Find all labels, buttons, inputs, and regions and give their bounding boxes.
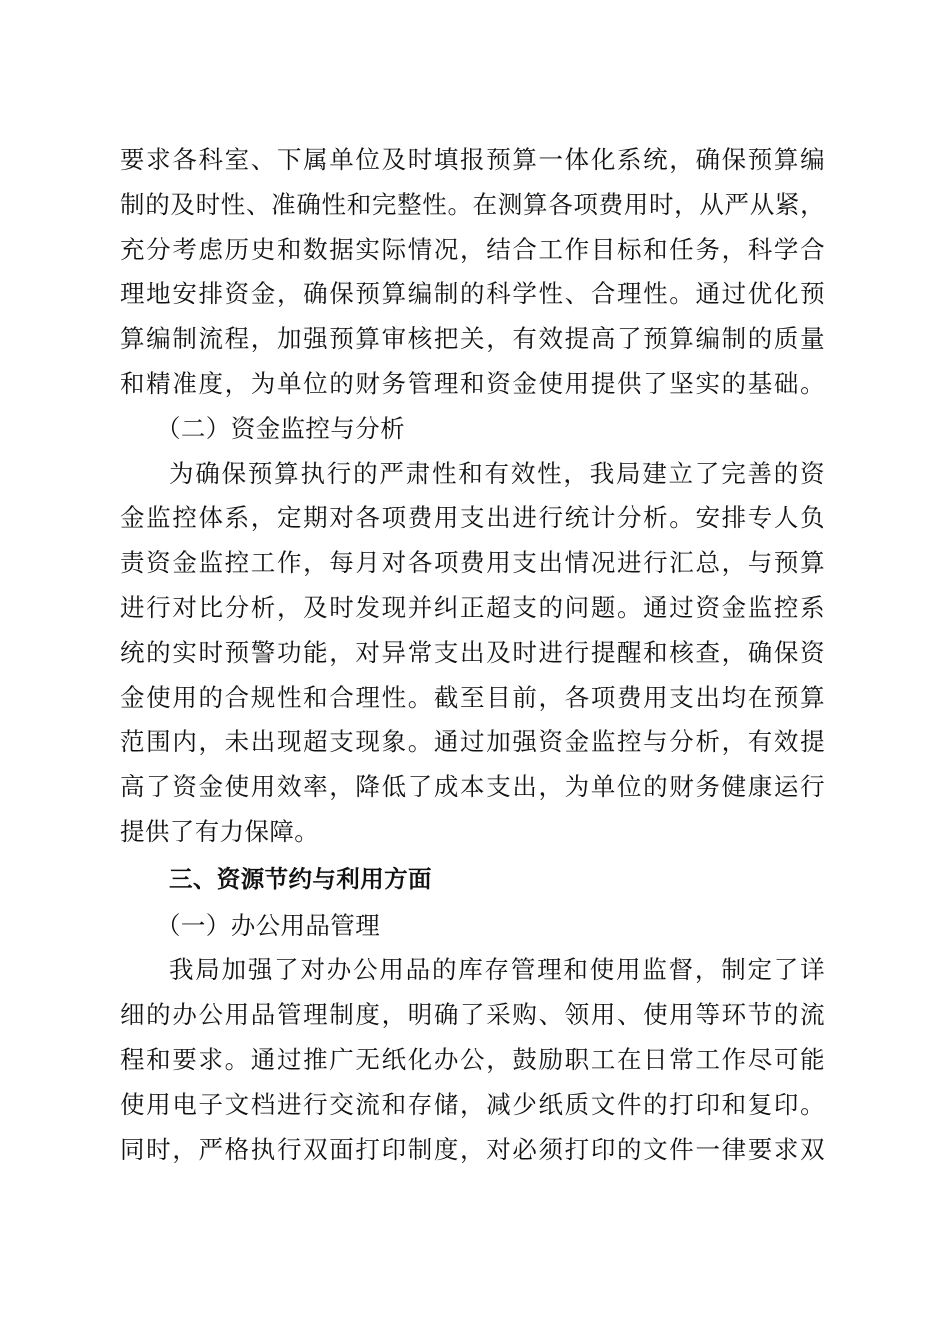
text-line: 责资金监控工作，每月对各项费用支出情况进行汇总，与预算 [120,548,825,578]
text-line: 我局加强了对办公用品的库存管理和使用监督，制定了详 [169,955,825,985]
text-line: 要求各科室、下属单位及时填报预算一体化系统，确保预算编 [120,145,825,174]
text-line: 程和要求。通过推广无纸化办公，鼓励职工在日常工作尽可能 [120,1044,825,1074]
paragraph-office-supplies [120,948,825,1172]
text-line: 和精准度，为单位的财务管理和资金使用提供了坚实的基础。 [120,368,825,398]
subheading-fund-monitoring: （二）资金监控与分析 [156,413,405,443]
text-line: 提供了有力保障。 [120,816,320,846]
text-line: 高了资金使用效率，降低了成本支出，为单位的财务健康运行 [120,772,825,802]
text-line: 使用电子文档进行交流和存储，减少纸质文件的打印和复印。 [120,1089,825,1119]
text-line: 统的实时预警功能，对异常支出及时进行提醒和核查，确保资 [120,637,825,667]
text-line: 细的办公用品管理制度，明确了采购、领用、使用等环节的流 [120,1000,825,1030]
paragraph-fund-monitoring [120,452,825,855]
section-heading-resource-saving: 三、资源节约与利用方面 [169,864,432,893]
text-line: 理地安排资金，确保预算编制的科学性、合理性。通过优化预 [120,279,825,309]
text-line: 进行对比分析，及时发现并纠正超支的问题。通过资金监控系 [120,592,825,622]
text-line: 算编制流程，加强预算审核把关，有效提高了预算编制的质量 [120,324,825,354]
text-line: 范围内，未出现超支现象。通过加强资金监控与分析，有效提 [120,727,825,757]
text-line: 充分考虑历史和数据实际情况，结合工作目标和任务，科学合 [120,234,825,264]
text-line: 金监控体系，定期对各项费用支出进行统计分析。安排专人负 [120,503,825,533]
text-line: 为确保预算执行的严肃性和有效性，我局建立了完善的资 [169,458,825,488]
subheading-office-supplies: （一）办公用品管理 [156,910,381,940]
text-line: 金使用的合规性和合理性。截至目前，各项费用支出均在预算 [120,682,825,712]
text-line: 同时，严格执行双面打印制度，对必须打印的文件一律要求双 [120,1134,825,1164]
paragraph-budget-compilation [120,138,825,407]
text-line: 制的及时性、准确性和完整性。在测算各项费用时，从严从紧， [120,189,825,219]
document-body [120,138,825,1172]
